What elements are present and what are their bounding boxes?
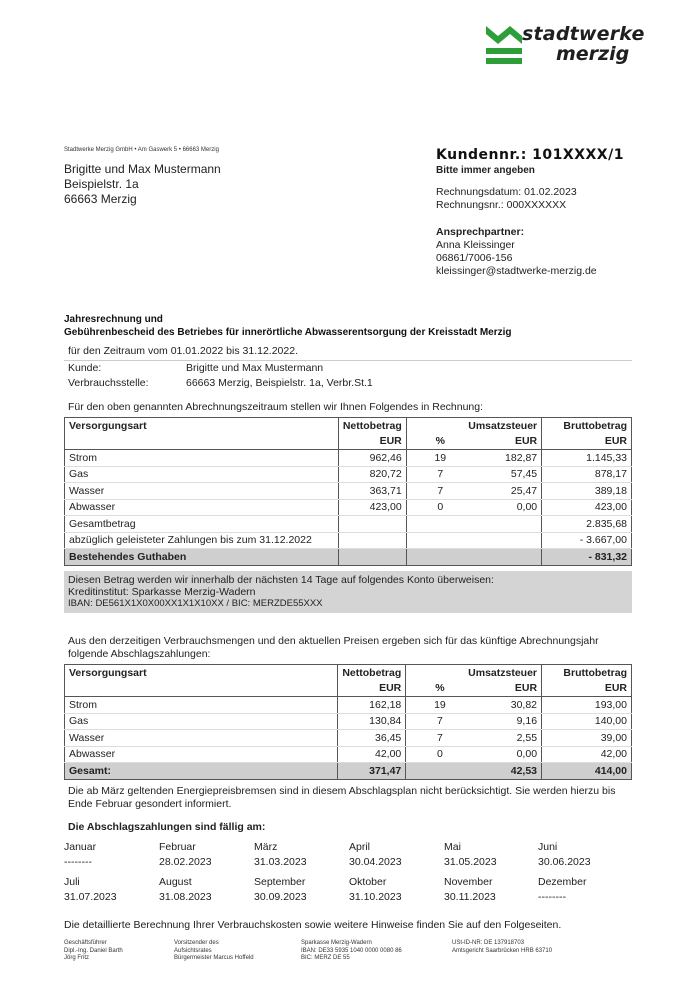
- bank-iban: IBAN: DE561X1X0X00XX1X1X10XX / BIC: MERZDE55XXX: [68, 598, 323, 609]
- table-row: [65, 746, 632, 763]
- footer-bank: [301, 940, 402, 963]
- installment-intro-line2: folgende Abschlagszahlungen:: [68, 648, 211, 660]
- customer-label: Kunde:: [68, 362, 102, 374]
- table-header-row: [65, 665, 632, 681]
- cell-vat-pct: 0: [406, 499, 474, 516]
- footer-text: BIC: MERZ DE 55: [301, 955, 350, 961]
- installment-table: [64, 664, 632, 780]
- footer-text: Jörg Fritz: [64, 955, 90, 961]
- cell-net: 36,45: [338, 730, 406, 747]
- month-label: August: [159, 876, 192, 888]
- month-label: Oktober: [349, 876, 387, 888]
- due-date-item: [444, 840, 538, 870]
- cell-gross: 193,00: [542, 697, 632, 714]
- col-header-vat: Umsatzsteuer: [406, 418, 541, 434]
- month-label: September: [254, 876, 306, 888]
- cell-net: 820,72: [338, 466, 406, 483]
- footer-text: Bürgermeister Marcus Hoffeld: [174, 955, 254, 961]
- subheader-gross-eur: EUR: [542, 681, 632, 697]
- cell-vat-eur: 0,00: [474, 499, 542, 516]
- subheader-net-eur: EUR: [338, 681, 406, 697]
- col-header-net: Nettobetrag: [338, 418, 406, 434]
- credit-label: Bestehendes Guthaben: [65, 549, 339, 566]
- installment-intro: [68, 635, 628, 661]
- due-date-item: [64, 840, 158, 870]
- footer-registry: [452, 940, 552, 955]
- customer-number-block: [436, 147, 624, 176]
- cell-vat-eur: 9,16: [474, 713, 542, 730]
- installment-total-gross: 414,00: [542, 763, 632, 780]
- due-date-item: [349, 875, 443, 905]
- subheader-gross-eur: EUR: [542, 434, 632, 450]
- table-row: [65, 466, 632, 483]
- cell-net: 962,46: [338, 450, 406, 467]
- cell-vat-pct: 7: [406, 466, 474, 483]
- invoice-meta: [436, 186, 577, 212]
- installment-intro-line1: Aus den derzeitigen Verbrauchsmengen und den aktuellen Preisen ergeben sich für das künftige Abrechnungsjahr: [68, 635, 599, 647]
- cell-net: 423,00: [338, 499, 406, 516]
- details-note: Die detaillierte Berechnung Ihrer Verbrauchskosten sowie weitere Hinweise finden Sie auf den Folgeseiten.: [64, 919, 562, 931]
- payments-row: [65, 532, 632, 549]
- invoice-table: [64, 417, 632, 566]
- col-header-type: Versorgungsart: [65, 665, 338, 681]
- subheader-vat-pct: %: [406, 434, 474, 450]
- cell-type: Strom: [65, 450, 339, 467]
- cell-net: 363,71: [338, 483, 406, 500]
- month-label: Februar: [159, 841, 196, 853]
- invoice-date: Rechnungsdatum: 01.02.2023: [436, 186, 577, 198]
- total-value: 2.835,68: [542, 516, 632, 533]
- installment-total-pct: [406, 763, 474, 780]
- bank-institute: Kreditinstitut: Sparkasse Merzig-Wadern: [68, 586, 256, 598]
- footer-text: Aufsichtsrates: [174, 947, 212, 954]
- month-date: 31.05.2023: [444, 856, 497, 868]
- subheader-vat-pct: %: [406, 681, 474, 697]
- footer-text: Vorsitzender des: [174, 940, 219, 946]
- footer-text: IBAN: DE33 5935 1040 0000 0080 86: [301, 947, 402, 954]
- cell-type: Abwasser: [65, 746, 338, 763]
- contact-heading: Ansprechpartner:: [436, 226, 525, 238]
- cell-vat-pct: 19: [406, 697, 474, 714]
- month-date: 28.02.2023: [159, 856, 212, 868]
- cell-gross: 140,00: [542, 713, 632, 730]
- cell-vat-pct: 7: [406, 483, 474, 500]
- logo-line2: merzig: [556, 43, 630, 65]
- month-label: Juli: [64, 876, 80, 888]
- month-date: 31.03.2023: [254, 856, 307, 868]
- title-line1: Jahresrechnung und: [64, 314, 163, 325]
- cell-vat-eur: 182,87: [474, 450, 542, 467]
- col-header-net: Nettobetrag: [338, 665, 406, 681]
- cell-net: 42,00: [338, 746, 406, 763]
- footer-management: [64, 940, 123, 963]
- installment-total-vat: 42,53: [474, 763, 542, 780]
- col-header-type: Versorgungsart: [65, 418, 339, 434]
- table-row: [65, 713, 632, 730]
- cell-type: Strom: [65, 697, 338, 714]
- sender-line: Stadtwerke Merzig GmbH • Am Gaswerk 5 • 66663 Merzig: [64, 147, 219, 153]
- cell-net: 162,18: [338, 697, 406, 714]
- cell-type: Gas: [65, 713, 338, 730]
- cell-gross: 39,00: [542, 730, 632, 747]
- cell-net: 130,84: [338, 713, 406, 730]
- company-logo: [484, 22, 645, 74]
- footer-text: Sparkasse Merzig-Wadern: [301, 940, 372, 946]
- month-label: Januar: [64, 841, 97, 853]
- consumption-point-label: Verbrauchsstelle:: [68, 377, 149, 389]
- table-header-row: [65, 418, 632, 434]
- bank-line1: Diesen Betrag werden wir innerhalb der nächsten 14 Tage auf folgendes Konto überweisen:: [68, 574, 494, 586]
- col-header-gross: Bruttobetrag: [542, 418, 632, 434]
- cell-vat-pct: 0: [406, 746, 474, 763]
- payments-label: abzüglich geleisteter Zahlungen bis zum 31.12.2022: [65, 532, 339, 549]
- month-date: 31.07.2023: [64, 891, 117, 903]
- total-label: Gesamtbetrag: [65, 516, 339, 533]
- installment-total-net: 371,47: [338, 763, 406, 780]
- cell-vat-pct: 7: [406, 713, 474, 730]
- cell-vat-pct: 19: [406, 450, 474, 467]
- due-date-item: [254, 840, 348, 870]
- due-date-item: [64, 875, 158, 905]
- recipient-street: Beispielstr. 1a: [64, 177, 139, 191]
- month-date: --------: [538, 891, 566, 903]
- table-subheader-row: [65, 681, 632, 697]
- table-row: [65, 499, 632, 516]
- cell-vat-eur: 57,45: [474, 466, 542, 483]
- cell-vat-eur: 30,82: [474, 697, 542, 714]
- table-row: [65, 730, 632, 747]
- cell-type: Abwasser: [65, 499, 339, 516]
- cell-gross: 42,00: [542, 746, 632, 763]
- month-date: 31.08.2023: [159, 891, 212, 903]
- due-dates-heading: Die Abschlagszahlungen sind fällig am:: [68, 821, 266, 833]
- total-row: [65, 516, 632, 533]
- table-row: [65, 697, 632, 714]
- month-date: 30.06.2023: [538, 856, 591, 868]
- installment-total-row: [65, 763, 632, 780]
- month-label: Dezember: [538, 876, 587, 888]
- installment-total-label: Gesamt:: [65, 763, 338, 780]
- table-subheader-row: [65, 434, 632, 450]
- table-row: [65, 483, 632, 500]
- invoice-intro: Für den oben genannten Abrechnungszeitraum stellen wir Ihnen Folgendes in Rechnung:: [68, 401, 484, 413]
- due-date-item: [538, 840, 632, 870]
- cell-gross: 389,18: [542, 483, 632, 500]
- footer-text: Geschäftsführer: [64, 940, 107, 946]
- footer-text: Dipl.-Ing. Daniel Barth: [64, 947, 123, 954]
- contact-name: Anna Kleissinger: [436, 239, 515, 251]
- cell-type: Wasser: [65, 730, 338, 747]
- footer-text: USt-ID-NR: DE 137918703: [452, 940, 525, 946]
- subheader-vat-eur: EUR: [474, 434, 542, 450]
- customer-number-hint: Bitte immer angeben: [436, 165, 535, 176]
- footer-board: [174, 940, 254, 963]
- subheader-vat-eur: EUR: [474, 681, 542, 697]
- cell-gross: 423,00: [542, 499, 632, 516]
- billing-period: für den Zeitraum vom 01.01.2022 bis 31.12.2022.: [64, 343, 632, 361]
- logo-line1: stadtwerke: [522, 23, 645, 45]
- recipient-name: Brigitte und Max Mustermann: [64, 162, 221, 176]
- invoice-number: Rechnungsnr.: 000XXXXXX: [436, 199, 567, 211]
- cell-type: Wasser: [65, 483, 339, 500]
- cell-vat-eur: 25,47: [474, 483, 542, 500]
- credit-row: [65, 549, 632, 566]
- month-label: April: [349, 841, 371, 853]
- month-date: --------: [64, 856, 92, 868]
- due-date-item: [159, 840, 253, 870]
- due-date-item: [444, 875, 538, 905]
- cell-vat-eur: 2,55: [474, 730, 542, 747]
- cell-gross: 878,17: [542, 466, 632, 483]
- cell-type: Gas: [65, 466, 339, 483]
- payments-value: - 3.667,00: [542, 532, 632, 549]
- col-header-gross: Bruttobetrag: [542, 665, 632, 681]
- due-date-item: [349, 840, 443, 870]
- subheader-net-eur: EUR: [338, 434, 406, 450]
- price-brake-line2: Ende Februar gesondert informiert.: [68, 798, 232, 810]
- col-header-vat: Umsatzsteuer: [406, 665, 542, 681]
- due-date-item: [254, 875, 348, 905]
- customer-number: Kundennr.: 101XXXX/1: [436, 147, 624, 163]
- customer-value: Brigitte und Max Mustermann: [186, 362, 324, 374]
- credit-value: - 831,32: [542, 549, 632, 566]
- price-brake-note: [68, 785, 628, 811]
- contact-email[interactable]: kleissinger@stadtwerke-merzig.de: [436, 265, 597, 277]
- logo-mark-icon: [484, 22, 524, 72]
- bank-transfer-box: [64, 571, 632, 613]
- due-date-item: [159, 875, 253, 905]
- month-date: 30.04.2023: [349, 856, 402, 868]
- month-label: November: [444, 876, 493, 888]
- month-date: 30.11.2023: [444, 891, 496, 903]
- contact-phone: 06861/7006-156: [436, 252, 513, 264]
- month-label: Juni: [538, 841, 558, 853]
- contact-block: [436, 226, 597, 278]
- title-line2: Gebührenbescheid des Betriebes für innerörtliche Abwasserentsorgung der Kreisstadt Merzig: [64, 327, 512, 338]
- due-date-item: [538, 875, 632, 905]
- cell-vat-eur: 0,00: [474, 746, 542, 763]
- recipient-city: 66663 Merzig: [64, 192, 137, 206]
- cell-gross: 1.145,33: [542, 450, 632, 467]
- month-date: 30.09.2023: [254, 891, 307, 903]
- price-brake-line1: Die ab März geltenden Energiepreisbremsen sind in diesem Abschlagsplan nicht berücksichtigt. Sie werden hierzu bis: [68, 785, 616, 797]
- document-title: [64, 313, 512, 339]
- consumption-point-value: 66663 Merzig, Beispielstr. 1a, Verbr.St.1: [186, 377, 373, 389]
- recipient-address: [64, 162, 221, 207]
- cell-vat-pct: 7: [406, 730, 474, 747]
- month-label: März: [254, 841, 278, 853]
- month-date: 31.10.2023: [349, 891, 402, 903]
- month-label: Mai: [444, 841, 461, 853]
- footer-text: Amtsgericht Saarbrücken HRB 63710: [452, 947, 553, 954]
- table-row: [65, 450, 632, 467]
